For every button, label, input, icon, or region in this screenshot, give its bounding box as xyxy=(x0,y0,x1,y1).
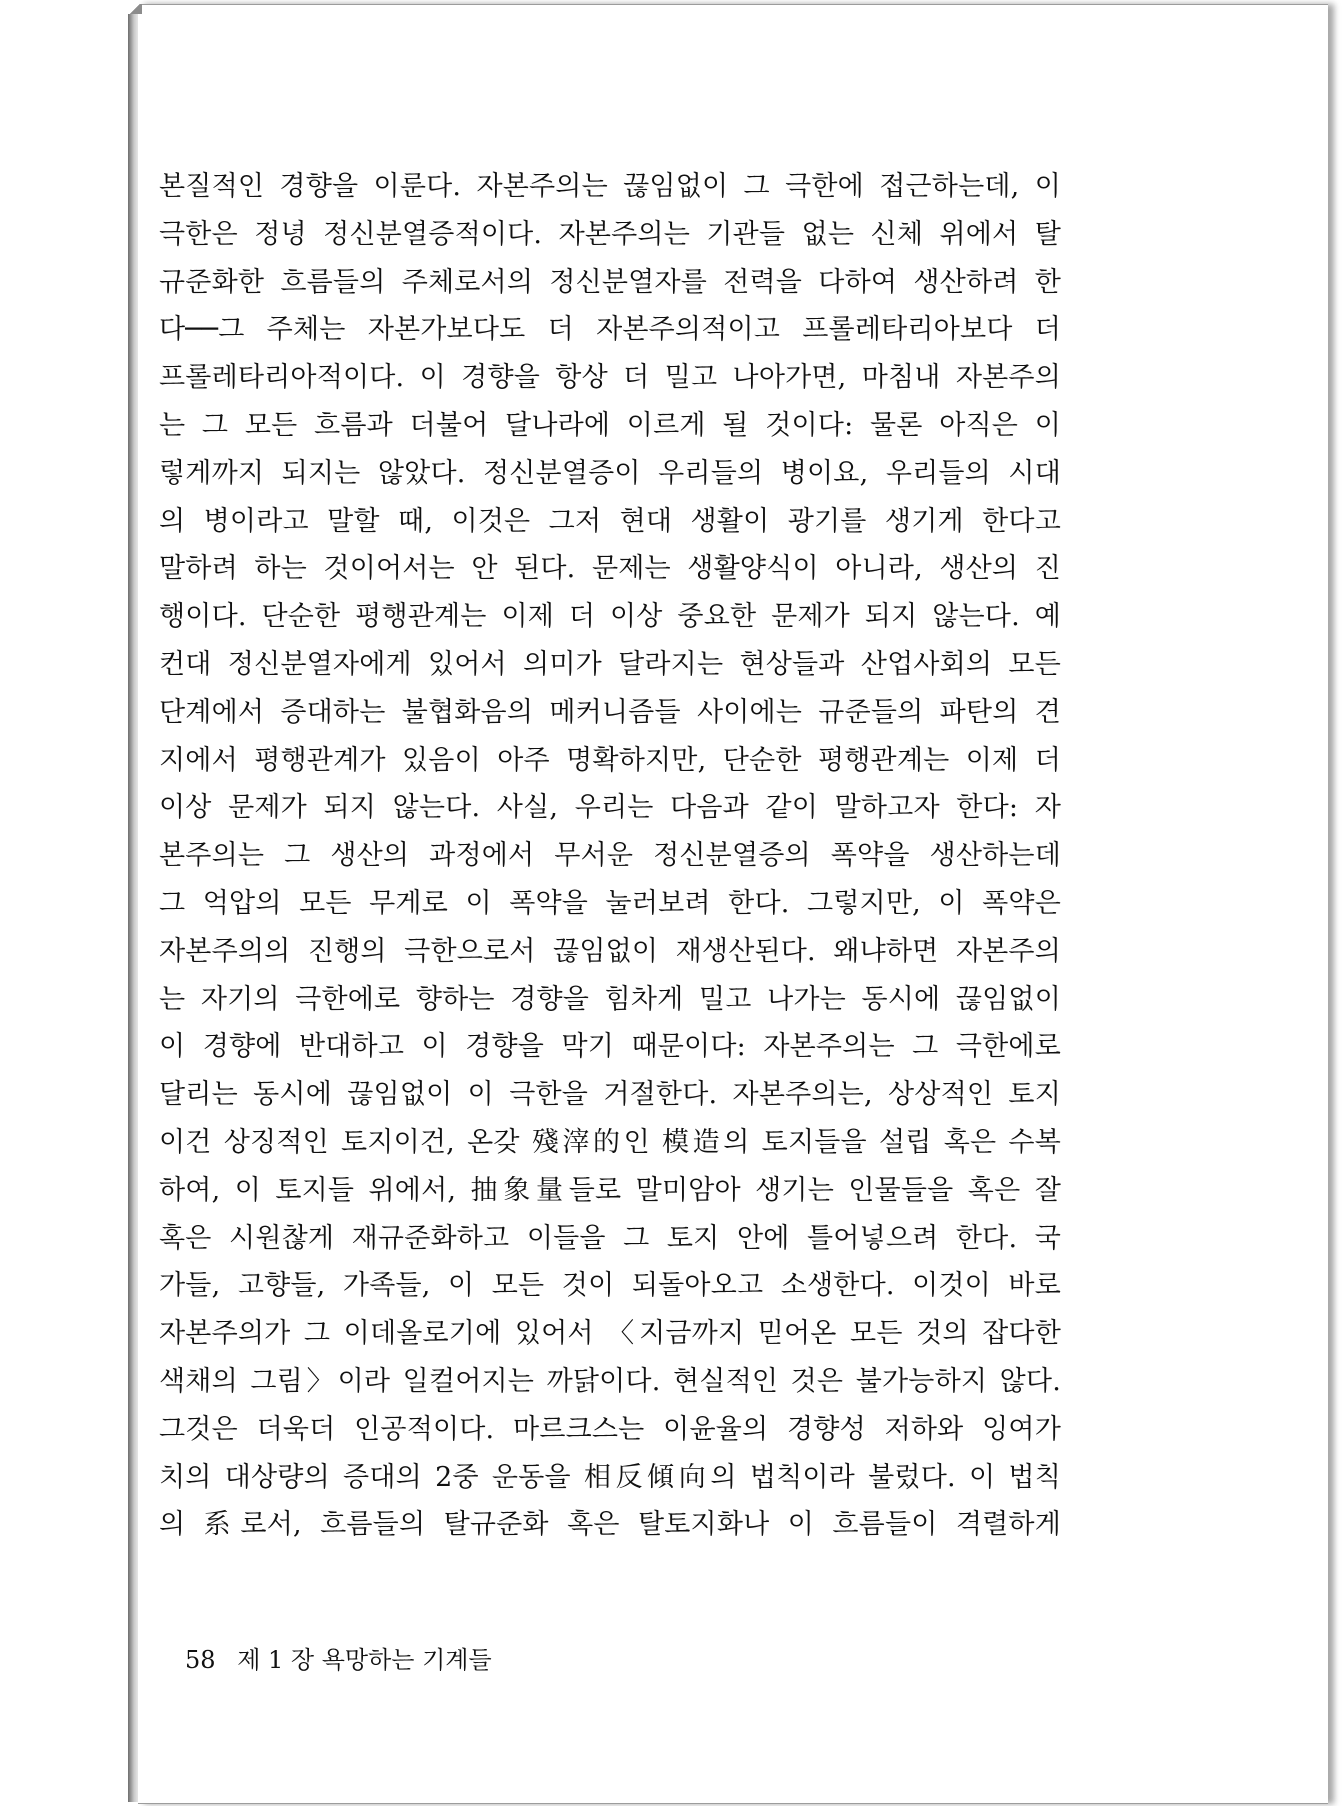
text-line: 이상 문제가 되지 않는다. 사실, 우리는 다음과 같이 말하고자 한다: 자 xyxy=(159,792,1061,824)
text-line: 이 경향에 반대하고 이 경향을 막기 때문이다: 자본주의는 그 극한에로 xyxy=(159,1031,1061,1063)
text-line: 지에서 평행관계가 있음이 아주 명확하지만, 단순한 평행관계는 이제 더 xyxy=(159,744,1061,776)
text-line: 렇게까지 되지는 않았다. 정신분열증이 우리들의 병이요, 우리들의 시대 xyxy=(159,457,1061,489)
text-line: 혹은 시원찮게 재규준화하고 이들을 그 토지 안에 틀어넣으려 한다. 국 xyxy=(159,1222,1061,1254)
page-body-text xyxy=(159,163,1061,1549)
page-number: 58 xyxy=(185,1646,216,1674)
text-line: 말하려 하는 것이어서는 안 된다. 문제는 생활양식이 아니라, 생산의 진 xyxy=(159,553,1061,585)
text-line: 단계에서 증대하는 불협화음의 메커니즘들 사이에는 규준들의 파탄의 견 xyxy=(159,696,1061,728)
page-corner xyxy=(128,4,142,14)
text-line: 자본주의가 그 이데올로기에 있어서 〈지금까지 믿어온 모든 것의 잡다한 xyxy=(159,1318,1061,1350)
text-line: 프롤레타리아적이다. 이 경향을 항상 더 밀고 나아가면, 마침내 자본주의 xyxy=(159,362,1061,394)
text-line: 본주의는 그 생산의 과정에서 무서운 정신분열증의 폭약을 생산하는데 xyxy=(159,840,1061,872)
text-line: 는 그 모든 흐름과 더불어 달나라에 이르게 될 것이다: 물론 아직은 이 xyxy=(159,409,1061,441)
text-line: 컨대 정신분열자에게 있어서 의미가 달라지는 현상들과 산업사회의 모든 xyxy=(159,648,1061,680)
text-line: 색채의 그림〉이라 일컬어지는 까닭이다. 현실적인 것은 불가능하지 않다. xyxy=(159,1365,1061,1397)
text-line: 달리는 동시에 끊임없이 이 극한을 거절한다. 자본주의는, 상상적인 토지 xyxy=(159,1079,1061,1111)
text-line: 그 억압의 모든 무게로 이 폭약을 눌러보려 한다. 그렇지만, 이 폭약은 xyxy=(159,887,1061,919)
text-line: 가들, 고향들, 가족들, 이 모든 것이 되돌아오고 소생한다. 이것이 바로 xyxy=(159,1270,1061,1302)
text-line: 행이다. 단순한 평행관계는 이제 더 이상 중요한 문제가 되지 않는다. 예 xyxy=(159,601,1061,633)
text-line: 하여, 이 토지들 위에서, 抽象量들로 말미암아 생기는 인물들을 혹은 잘 xyxy=(159,1174,1061,1206)
running-chapter-title: 제 1 장 욕망하는 기계들 xyxy=(237,1646,492,1674)
text-line: 그것은 더욱더 인공적이다. 마르크스는 이윤율의 경향성 저하와 잉여가 xyxy=(159,1413,1061,1445)
page-footer xyxy=(185,1640,492,1675)
text-line: 본질적인 경향을 이룬다. 자본주의는 끊임없이 그 극한에 접근하는데, 이 xyxy=(159,171,1061,202)
text-line: 치의 대상량의 증대의 2중 운동을 相反傾向의 법칙이라 불렀다. 이 법칙 xyxy=(159,1461,1061,1493)
text-line: 의 系로서, 흐름들의 탈규준화 혹은 탈토지화나 이 흐름들이 격렬하게 xyxy=(159,1509,1061,1541)
text-line: 이건 상징적인 토지이건, 온갖 殘滓的인 模造의 토지들을 설립 혹은 수복 xyxy=(159,1126,1061,1158)
text-line: 규준화한 흐름들의 주체로서의 정신분열자를 전력을 다하여 생산하려 한 xyxy=(159,266,1061,298)
text-line: 극한은 정녕 정신분열증적이다. 자본주의는 기관들 없는 신체 위에서 탈 xyxy=(159,218,1061,250)
text-line: 는 자기의 극한에로 향하는 경향을 힘차게 밀고 나가는 동시에 끊임없이 xyxy=(159,983,1061,1015)
text-line: 의 병이라고 말할 때, 이것은 그저 현대 생활이 광기를 생기게 한다고 xyxy=(159,505,1061,537)
text-line: 자본주의의 진행의 극한으로서 끊임없이 재생산된다. 왜냐하면 자본주의 xyxy=(159,935,1061,967)
text-line: 다──그 주체는 자본가보다도 더 자본주의적이고 프롤레타리아보다 더 xyxy=(159,314,1061,346)
